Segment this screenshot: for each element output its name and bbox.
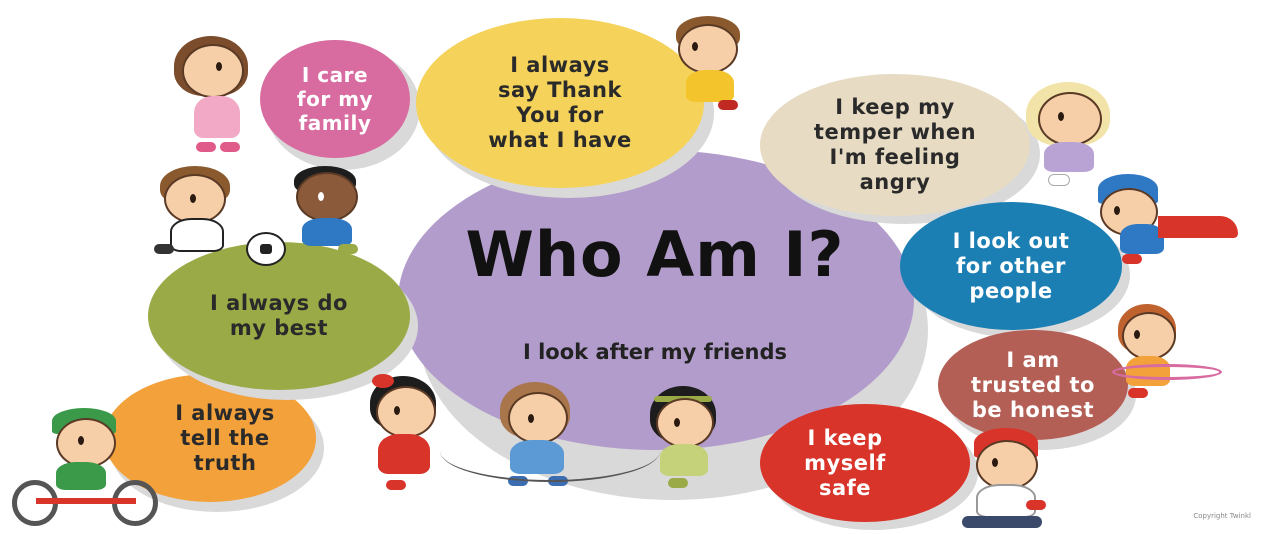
- bubble-temper: [760, 74, 1030, 216]
- bubble-safe-text: I keep myself safe: [804, 425, 886, 500]
- bubble-best-text: I always do my best: [210, 291, 348, 340]
- bubble-truth-text: I always tell the truth: [175, 400, 275, 475]
- boy-cartoon-thanks: [656, 14, 766, 114]
- bubble-safe: [760, 404, 970, 522]
- boy-cartoon-soccer-left: [150, 164, 250, 260]
- bubble-trusted-text: I am trusted to be honest: [971, 347, 1095, 422]
- bubble-temper-text: I keep my temper when I'm feeling angry: [813, 95, 977, 194]
- bubble-best: [148, 242, 410, 390]
- bubble-care-family: [260, 40, 410, 158]
- copyright-text: Copyright Twinkl: [1193, 512, 1251, 520]
- skipping-rope: [440, 420, 660, 482]
- page-title: Who Am I?: [465, 218, 845, 291]
- bubble-thank-you-text: I always say Thank You for what I have: [488, 53, 632, 152]
- boy-cartoon-bike: [12, 406, 182, 530]
- boy-cartoon-superhero: [1084, 172, 1244, 272]
- boy-cartoon-soccer-right: [288, 164, 388, 260]
- center-caption: I look after my friends: [522, 340, 787, 364]
- girl-cartoon-hula: [1104, 300, 1224, 404]
- bubble-trusted: [938, 330, 1128, 440]
- bubble-look-out-text: I look out for other people: [952, 228, 1070, 303]
- bubble-care-family-text: I care for my family: [296, 63, 374, 135]
- girl-cartoon-family: [168, 30, 268, 150]
- soccer-ball-icon: [246, 232, 286, 266]
- boy-cartoon-skater: [956, 426, 1086, 534]
